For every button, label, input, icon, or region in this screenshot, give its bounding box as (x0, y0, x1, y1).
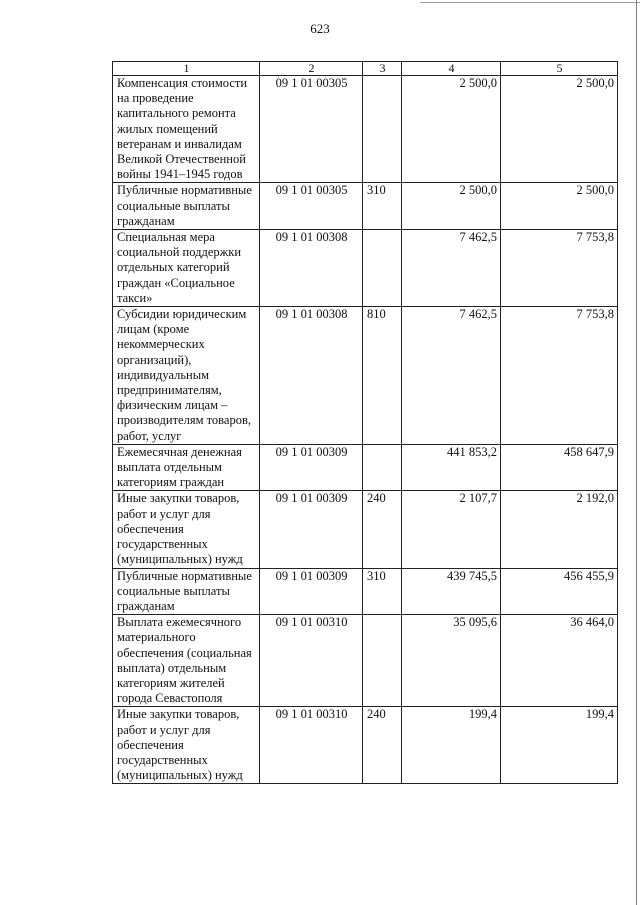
row-name-cell: Компенсация стоимости на проведение капитального ремонта жилых помещений ветеранам и инвалидам Великой Отечественной войны 1941–1945 годов (113, 76, 260, 183)
row-code-cell: 09 1 01 00309 (260, 444, 363, 491)
row-value-col4: 441 853,2 (402, 444, 501, 491)
row-code-cell: 09 1 01 00309 (260, 491, 363, 568)
row-type-cell (363, 230, 402, 307)
row-value-col4: 2 500,0 (402, 76, 501, 183)
row-value-col5: 2 500,0 (501, 183, 618, 230)
row-value-col5: 456 455,9 (501, 568, 618, 615)
row-code-cell: 09 1 01 00309 (260, 568, 363, 615)
row-value-col4: 439 745,5 (402, 568, 501, 615)
row-value-col4: 199,4 (402, 707, 501, 784)
row-value-col5: 2 192,0 (501, 491, 618, 568)
row-type-cell (363, 615, 402, 707)
row-value-col5: 36 464,0 (501, 615, 618, 707)
row-code-cell: 09 1 01 00305 (260, 76, 363, 183)
row-value-col4: 7 462,5 (402, 230, 501, 307)
row-code-cell: 09 1 01 00310 (260, 615, 363, 707)
row-code-cell: 09 1 01 00308 (260, 230, 363, 307)
row-name-cell: Субсидии юридическим лицам (кроме некоммерческих организаций), индивидуальным предпринимателям, физическим лицам – производителям товаров, работ, услуг (113, 307, 260, 445)
column-header-1: 1 (113, 62, 260, 76)
row-type-cell: 310 (363, 183, 402, 230)
row-type-cell: 310 (363, 568, 402, 615)
row-value-col5: 2 500,0 (501, 76, 618, 183)
row-value-col5: 7 753,8 (501, 307, 618, 445)
column-header-5: 5 (501, 62, 618, 76)
row-type-cell: 810 (363, 307, 402, 445)
row-value-col4: 35 095,6 (402, 615, 501, 707)
row-code-cell: 09 1 01 00310 (260, 707, 363, 784)
table-row (113, 307, 618, 445)
row-type-cell (363, 76, 402, 183)
row-name-cell: Иные закупки товаров, работ и услуг для обеспечения государственных (муниципальных) нужд (113, 707, 260, 784)
table-header-row (113, 62, 618, 76)
page-number: 623 (310, 21, 330, 36)
table-row (113, 491, 618, 568)
row-name-cell: Публичные нормативные социальные выплаты гражданам (113, 183, 260, 230)
row-name-cell: Ежемесячная денежная выплата отдельным категориям граждан (113, 444, 260, 491)
row-type-cell (363, 444, 402, 491)
row-value-col4: 2 107,7 (402, 491, 501, 568)
column-header-4: 4 (402, 62, 501, 76)
row-code-cell: 09 1 01 00308 (260, 307, 363, 445)
row-name-cell: Иные закупки товаров, работ и услуг для обеспечения государственных (муниципальных) нужд (113, 491, 260, 568)
scan-artifact-right-edge (636, 0, 637, 905)
row-name-cell: Специальная мера социальной поддержки отдельных категорий граждан «Социальное такси» (113, 230, 260, 307)
row-value-col5: 199,4 (501, 707, 618, 784)
column-header-2: 2 (260, 62, 363, 76)
scan-artifact-top-line (420, 2, 640, 3)
budget-table (112, 61, 618, 784)
table-row (113, 615, 618, 707)
row-type-cell: 240 (363, 707, 402, 784)
row-value-col4: 2 500,0 (402, 183, 501, 230)
table-row (113, 568, 618, 615)
table-row (113, 183, 618, 230)
row-value-col5: 458 647,9 (501, 444, 618, 491)
row-name-cell: Публичные нормативные социальные выплаты гражданам (113, 568, 260, 615)
row-type-cell: 240 (363, 491, 402, 568)
table-row (113, 444, 618, 491)
table-row (113, 76, 618, 183)
row-code-cell: 09 1 01 00305 (260, 183, 363, 230)
column-header-3: 3 (363, 62, 402, 76)
row-value-col5: 7 753,8 (501, 230, 618, 307)
table-row (113, 230, 618, 307)
row-name-cell: Выплата ежемесячного материального обеспечения (социальная выплата) отдельным категориям жителей города Севастополя (113, 615, 260, 707)
table-row (113, 707, 618, 784)
row-value-col4: 7 462,5 (402, 307, 501, 445)
